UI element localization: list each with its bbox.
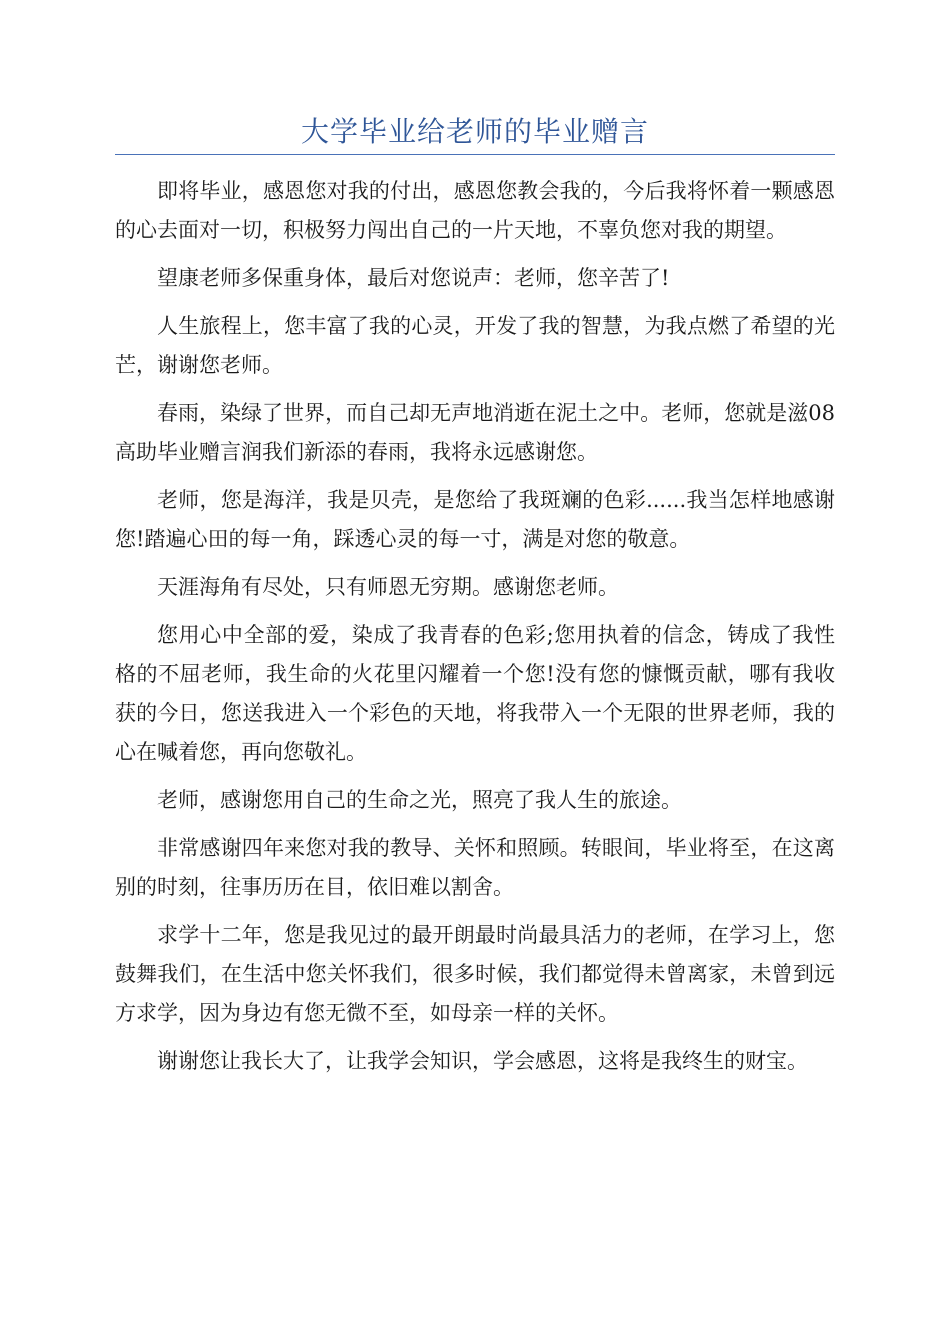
paragraph: 老师，您是海洋，我是贝壳，是您给了我斑斓的色彩......我当怎样地感谢您!踏遍心田的每一角，踩透心灵的每一寸，满是对您的敬意。 bbox=[115, 488, 835, 551]
paragraph: 人生旅程上，您丰富了我的心灵，开发了我的智慧，为我点燃了希望的光芒，谢谢您老师。 bbox=[115, 314, 835, 377]
paragraph: 老师，感谢您用自己的生命之光，照亮了我人生的旅途。 bbox=[157, 788, 682, 812]
document-body bbox=[115, 172, 835, 1090]
paragraph: 春雨，染绿了世界，而自己却无声地消逝在泥土之中。老师，您就是滋08高助毕业赠言润我们新添的春雨，我将永远感谢您。 bbox=[115, 401, 835, 464]
paragraph: 谢谢您让我长大了，让我学会知识，学会感恩，这将是我终生的财宝。 bbox=[157, 1049, 808, 1073]
paragraph: 即将毕业，感恩您对我的付出，感恩您教会我的，今后我将怀着一颗感恩的心去面对一切，积极努力闯出自己的一片天地，不辜负您对我的期望。 bbox=[115, 179, 835, 242]
title-underline bbox=[115, 154, 835, 155]
paragraph: 非常感谢四年来您对我的教导、关怀和照顾。转眼间，毕业将至，在这离别的时刻，往事历历在目，依旧难以割舍。 bbox=[115, 836, 835, 899]
paragraph: 望康老师多保重身体，最后对您说声：老师，您辛苦了! bbox=[157, 266, 670, 290]
paragraph: 您用心中全部的爱，染成了我青春的色彩;您用执着的信念，铸成了我性格的不屈老师，我生命的火花里闪耀着一个您!没有您的慷慨贡献，哪有我收获的今日，您送我进入一个彩色的天地，将我带入一个无限的世界老师，我的心在喊着您，再向您敬礼。 bbox=[115, 623, 835, 764]
paragraph: 天涯海角有尽处，只有师恩无穷期。感谢您老师。 bbox=[157, 575, 619, 599]
paragraph: 求学十二年，您是我见过的最开朗最时尚最具活力的老师，在学习上，您鼓舞我们，在生活中您关怀我们，很多时候，我们都觉得未曾离家，未曾到远方求学，因为身边有您无微不至，如母亲一样的关怀。 bbox=[115, 923, 835, 1025]
document-title: 大学毕业给老师的毕业赠言 bbox=[300, 115, 649, 148]
